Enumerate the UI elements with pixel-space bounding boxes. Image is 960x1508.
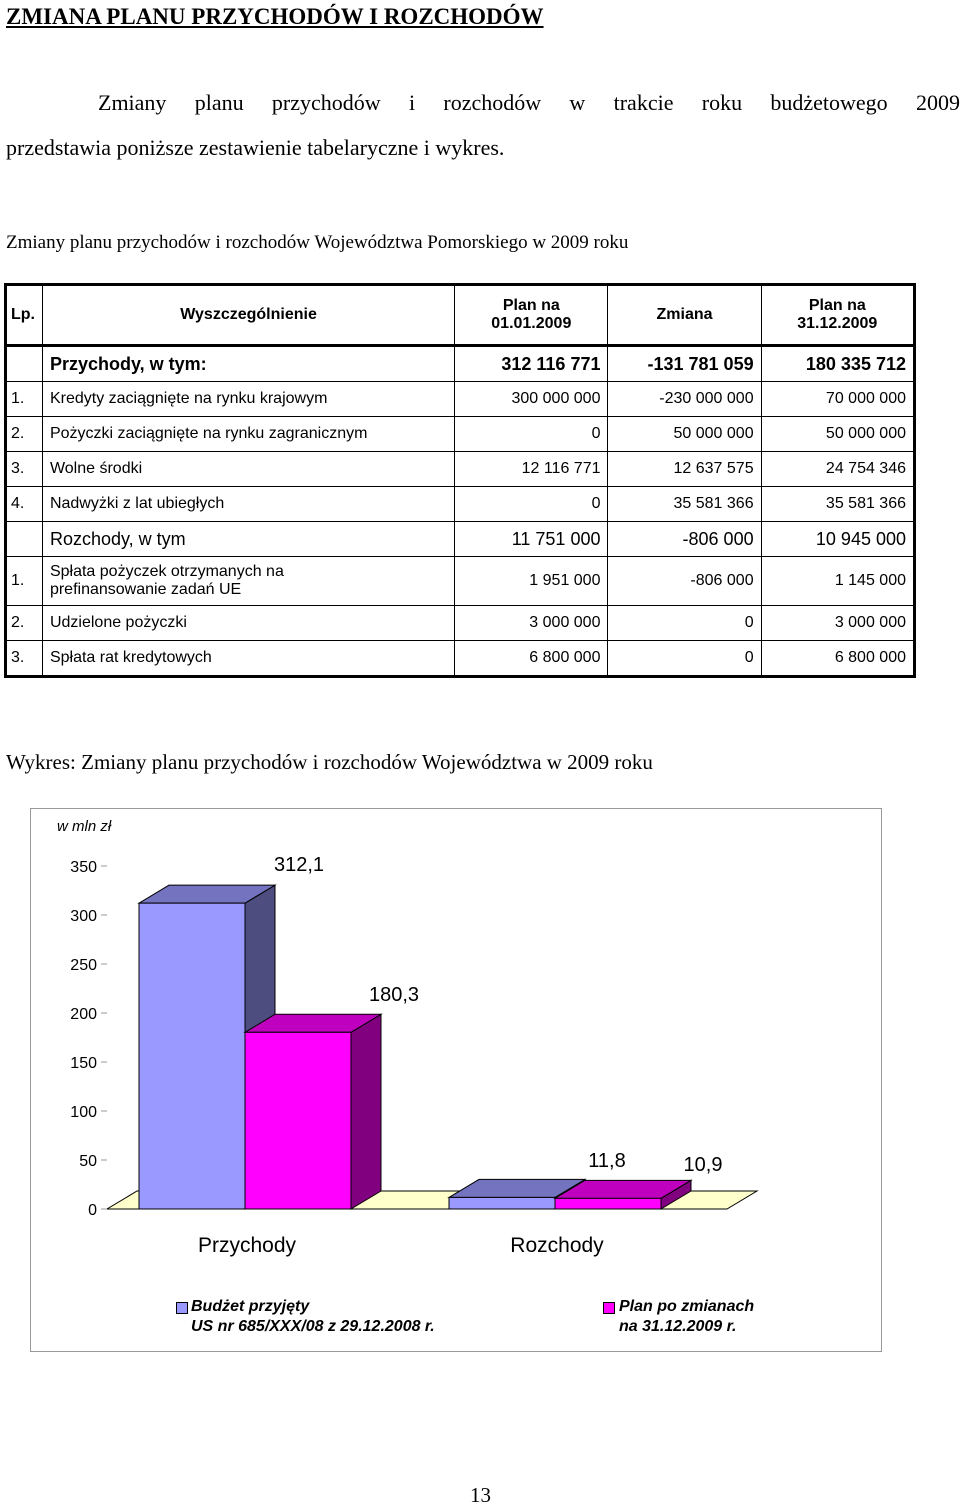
header-change: Zmiana: [608, 285, 761, 346]
row-change: 12 637 575: [608, 452, 761, 487]
y-tick-label: 50: [79, 1153, 97, 1170]
row-label: Udzielone pożyczki: [42, 606, 454, 641]
row-change: 0: [608, 606, 761, 641]
income-total-row: [6, 346, 915, 382]
row-final: 1 145 000: [761, 557, 914, 606]
row-change: 50 000 000: [608, 417, 761, 452]
row-label: Wolne środki: [42, 452, 454, 487]
table-row: [6, 382, 915, 417]
row-change: 0: [608, 641, 761, 677]
page-title: ZMIANA PLANU PRZYCHODÓW I ROZCHODÓW: [6, 4, 544, 29]
row-label: Nadwyżki z lat ubiegłych: [42, 487, 454, 522]
row-lp: 1.: [6, 382, 43, 417]
row-change: -230 000 000: [608, 382, 761, 417]
table-row: [6, 641, 915, 677]
header-desc: Wyszczególnienie: [42, 285, 454, 346]
table-cell: [6, 522, 43, 557]
row-plan: 6 800 000: [455, 641, 608, 677]
row-final: 70 000 000: [761, 382, 914, 417]
row-label: Pożyczki zaciągnięte na rynku zagranicznym: [42, 417, 454, 452]
chart-caption: Wykres: Zmiany planu przychodów i rozchodów Województwa w 2009 roku: [6, 750, 653, 774]
row-label: Spłata pożyczek otrzymanych na prefinansowanie zadań UE: [42, 557, 454, 606]
expense-total-label: Rozchody, w tym: [42, 522, 454, 557]
row-lp: 2.: [6, 417, 43, 452]
table-row: [6, 606, 915, 641]
row-final: 3 000 000: [761, 606, 914, 641]
income-total-plan: 312 116 771: [455, 346, 608, 382]
legend-budget: Budżet przyjęty US nr 685/XXX/08 z 29.12.2008 r.: [191, 1298, 435, 1335]
expense-total-plan: 11 751 000: [455, 522, 608, 557]
legend-swatch-budget: [176, 1302, 188, 1314]
row-lp: 1.: [6, 557, 43, 606]
expense-total-row: [6, 522, 915, 557]
table-row: [6, 557, 915, 606]
bar: [555, 1198, 661, 1209]
data-label: 312,1: [273, 854, 325, 876]
y-tick-label: 350: [70, 859, 97, 876]
header-lp: Lp.: [6, 285, 43, 346]
header-plan-end: Plan na 31.12.2009: [761, 285, 914, 346]
row-lp: 3.: [6, 452, 43, 487]
chart-frame: [30, 808, 882, 1352]
row-plan: 3 000 000: [455, 606, 608, 641]
row-plan: 1 951 000: [455, 557, 608, 606]
row-lp: 3.: [6, 641, 43, 677]
x-tick-label: Przychody: [197, 1234, 297, 1257]
row-final: 24 754 346: [761, 452, 914, 487]
y-axis-label: w mln zł: [57, 818, 112, 835]
y-tick-label: 150: [70, 1055, 97, 1072]
table-row: [6, 417, 915, 452]
y-tick-label: 0: [88, 1202, 97, 1219]
income-total-change: -131 781 059: [608, 346, 761, 382]
table-header-row: [6, 285, 915, 346]
row-label: Spłata rat kredytowych: [42, 641, 454, 677]
bar: [139, 903, 245, 1209]
row-plan: 300 000 000: [455, 382, 608, 417]
y-tick-label: 100: [70, 1104, 97, 1121]
row-final: 35 581 366: [761, 487, 914, 522]
row-final: 6 800 000: [761, 641, 914, 677]
row-label: Kredyty zaciągnięte na rynku krajowym: [42, 382, 454, 417]
expense-total-final: 10 945 000: [761, 522, 914, 557]
income-total-label: Przychody, w tym:: [42, 346, 454, 382]
data-label: 10,9: [683, 1154, 723, 1176]
y-tick-label: 250: [70, 957, 97, 974]
row-lp: 2.: [6, 606, 43, 641]
data-label: 180,3: [368, 984, 420, 1006]
y-tick-label: 300: [70, 908, 97, 925]
data-label: 11,8: [588, 1150, 626, 1172]
bar: [245, 1032, 351, 1209]
row-plan: 0: [455, 417, 608, 452]
legend-swatch-plan: [603, 1302, 615, 1314]
intro-line-1: Zmiany planu przychodów i rozchodów w trakcie roku budżetowego 2009: [98, 90, 960, 115]
finance-table: [4, 283, 916, 678]
bar: [449, 1197, 555, 1209]
expense-total-change: -806 000: [608, 522, 761, 557]
row-final: 50 000 000: [761, 417, 914, 452]
table-cell: [6, 346, 43, 382]
legend-plan: Plan po zmianach na 31.12.2009 r.: [619, 1298, 755, 1335]
y-tick-label: 200: [70, 1006, 97, 1023]
intro-line-2: przedstawia poniższe zestawienie tabelaryczne i wykres.: [6, 135, 505, 160]
header-plan-start: Plan na 01.01.2009: [455, 285, 608, 346]
table-caption: Zmiany planu przychodów i rozchodów Województwa Pomorskiego w 2009 roku: [6, 232, 629, 253]
income-total-final: 180 335 712: [761, 346, 914, 382]
table-row: [6, 487, 915, 522]
row-lp: 4.: [6, 487, 43, 522]
x-tick-label: Rozchody: [510, 1234, 604, 1257]
bar-side: [351, 1014, 381, 1209]
page-number: 13: [470, 1483, 491, 1507]
bar-chart: [31, 809, 881, 1351]
row-plan: 12 116 771: [455, 452, 608, 487]
row-change: -806 000: [608, 557, 761, 606]
row-change: 35 581 366: [608, 487, 761, 522]
row-plan: 0: [455, 487, 608, 522]
table-row: [6, 452, 915, 487]
